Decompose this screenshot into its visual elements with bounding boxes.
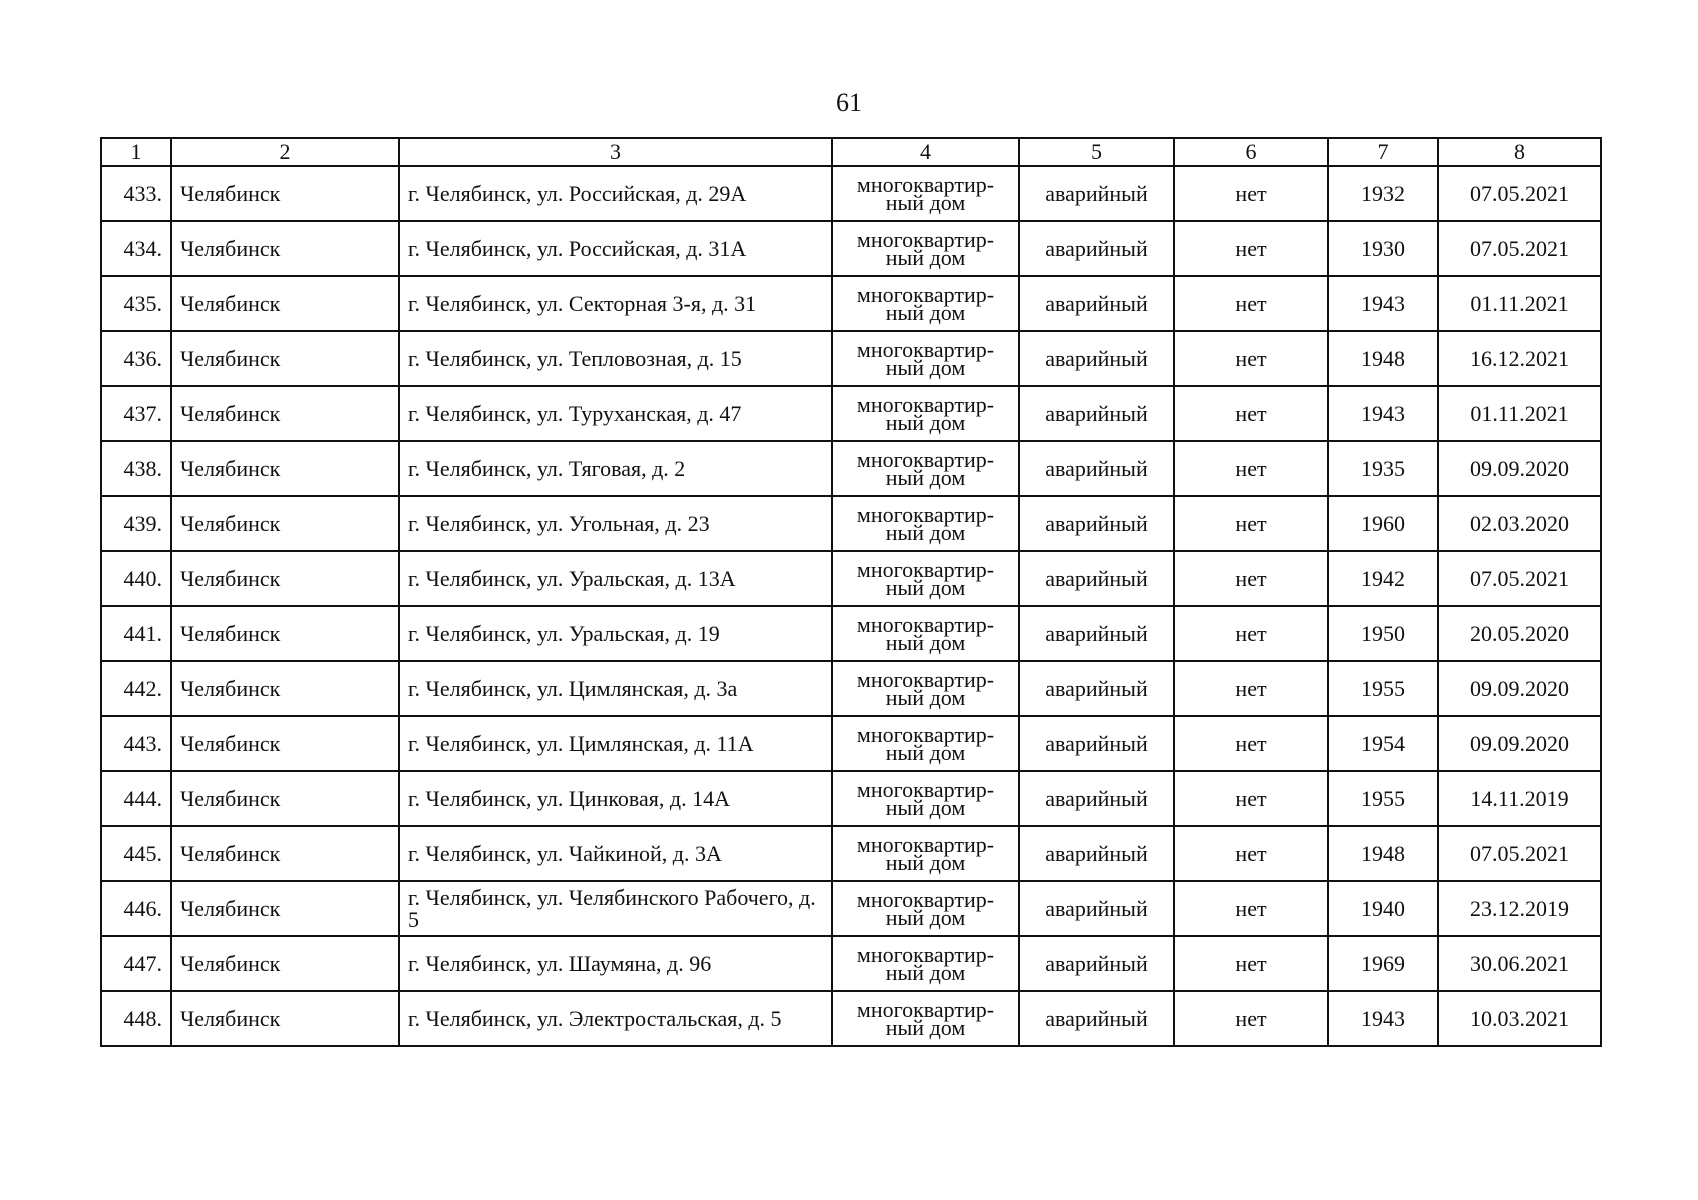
row-number: 441. bbox=[101, 606, 171, 661]
year-cell: 1940 bbox=[1328, 881, 1438, 936]
flag-cell: нет bbox=[1174, 661, 1328, 716]
condition-cell: аварийный bbox=[1019, 826, 1174, 881]
date-cell: 09.09.2020 bbox=[1438, 441, 1601, 496]
row-number: 445. bbox=[101, 826, 171, 881]
year-cell: 1943 bbox=[1328, 276, 1438, 331]
page-number: 61 bbox=[836, 88, 862, 117]
building-type-line: ный дом bbox=[885, 1014, 966, 1040]
address-cell: г. Челябинск, ул. Российская, д. 29А bbox=[399, 166, 832, 221]
table-row bbox=[101, 661, 1601, 716]
table-row bbox=[101, 716, 1601, 771]
column-header: 3 bbox=[399, 138, 832, 166]
building-type-cell bbox=[832, 441, 1019, 496]
date-cell: 14.11.2019 bbox=[1438, 771, 1601, 826]
table-body bbox=[101, 166, 1601, 1046]
building-type-line: многоквартир- bbox=[856, 556, 995, 582]
table-row bbox=[101, 221, 1601, 276]
address-cell: г. Челябинск, ул. Челябинского Рабочего, д. 5 bbox=[399, 881, 832, 936]
address-cell: г. Челябинск, ул. Цимлянская, д. 11А bbox=[399, 716, 832, 771]
building-type-line: ный дом bbox=[885, 299, 966, 325]
row-number: 446. bbox=[101, 881, 171, 936]
condition-cell: аварийный bbox=[1019, 276, 1174, 331]
city-cell: Челябинск bbox=[171, 826, 399, 881]
building-type-cell bbox=[832, 221, 1019, 276]
building-type-line: многоквартир- bbox=[856, 171, 995, 197]
building-type-line: многоквартир- bbox=[856, 501, 995, 527]
condition-cell: аварийный bbox=[1019, 441, 1174, 496]
building-type-line: многоквартир- bbox=[856, 721, 995, 747]
building-type-cell bbox=[832, 606, 1019, 661]
building-type-line: многоквартир- bbox=[856, 996, 995, 1022]
building-type-line: ный дом bbox=[885, 904, 966, 930]
date-cell: 02.03.2020 bbox=[1438, 496, 1601, 551]
building-type-cell bbox=[832, 826, 1019, 881]
building-type-cell bbox=[832, 386, 1019, 441]
date-cell: 20.05.2020 bbox=[1438, 606, 1601, 661]
city-cell: Челябинск bbox=[171, 991, 399, 1046]
condition-cell: аварийный bbox=[1019, 716, 1174, 771]
building-type-cell bbox=[832, 331, 1019, 386]
building-type-line: ный дом bbox=[885, 849, 966, 875]
city-cell: Челябинск bbox=[171, 606, 399, 661]
address-cell: г. Челябинск, ул. Уральская, д. 13А bbox=[399, 551, 832, 606]
city-cell: Челябинск bbox=[171, 331, 399, 386]
condition-cell: аварийный bbox=[1019, 936, 1174, 991]
building-type-line: ный дом bbox=[885, 409, 966, 435]
table-row bbox=[101, 826, 1601, 881]
building-type-line: многоквартир- bbox=[856, 831, 995, 857]
address-cell: г. Челябинск, ул. Угольная, д. 23 bbox=[399, 496, 832, 551]
table-row bbox=[101, 496, 1601, 551]
row-number: 434. bbox=[101, 221, 171, 276]
flag-cell: нет bbox=[1174, 166, 1328, 221]
condition-cell: аварийный bbox=[1019, 606, 1174, 661]
date-cell: 30.06.2021 bbox=[1438, 936, 1601, 991]
address-cell: г. Челябинск, ул. Чайкиной, д. 3А bbox=[399, 826, 832, 881]
date-cell: 07.05.2021 bbox=[1438, 221, 1601, 276]
building-type-line: ный дом bbox=[885, 574, 966, 600]
building-type-cell bbox=[832, 771, 1019, 826]
building-type-line: многоквартир- bbox=[856, 281, 995, 307]
city-cell: Челябинск bbox=[171, 496, 399, 551]
row-number: 448. bbox=[101, 991, 171, 1046]
city-cell: Челябинск bbox=[171, 771, 399, 826]
city-cell: Челябинск bbox=[171, 716, 399, 771]
year-cell: 1932 bbox=[1328, 166, 1438, 221]
year-cell: 1943 bbox=[1328, 386, 1438, 441]
condition-cell: аварийный bbox=[1019, 661, 1174, 716]
column-number-row bbox=[101, 138, 1601, 166]
city-cell: Челябинск bbox=[171, 166, 399, 221]
year-cell: 1955 bbox=[1328, 661, 1438, 716]
year-cell: 1955 bbox=[1328, 771, 1438, 826]
date-cell: 01.11.2021 bbox=[1438, 276, 1601, 331]
column-header: 7 bbox=[1328, 138, 1438, 166]
condition-cell: аварийный bbox=[1019, 221, 1174, 276]
table-row bbox=[101, 551, 1601, 606]
building-type-line: многоквартир- bbox=[856, 886, 995, 912]
building-type-line: многоквартир- bbox=[856, 941, 995, 967]
building-type-line: ный дом bbox=[885, 794, 966, 820]
row-number: 435. bbox=[101, 276, 171, 331]
building-type-line: ный дом bbox=[885, 739, 966, 765]
building-type-line: ный дом bbox=[885, 244, 966, 270]
address-cell: г. Челябинск, ул. Российская, д. 31А bbox=[399, 221, 832, 276]
flag-cell: нет bbox=[1174, 881, 1328, 936]
condition-cell: аварийный bbox=[1019, 496, 1174, 551]
address-cell: г. Челябинск, ул. Электростальская, д. 5 bbox=[399, 991, 832, 1046]
year-cell: 1954 bbox=[1328, 716, 1438, 771]
table-row bbox=[101, 276, 1601, 331]
row-number: 438. bbox=[101, 441, 171, 496]
condition-cell: аварийный bbox=[1019, 991, 1174, 1046]
table-row bbox=[101, 166, 1601, 221]
column-header: 2 bbox=[171, 138, 399, 166]
year-cell: 1943 bbox=[1328, 991, 1438, 1046]
table-header bbox=[101, 138, 1601, 166]
building-type-line: ный дом bbox=[885, 189, 966, 215]
table-row bbox=[101, 771, 1601, 826]
date-cell: 23.12.2019 bbox=[1438, 881, 1601, 936]
building-type-line: многоквартир- bbox=[856, 446, 995, 472]
condition-cell: аварийный bbox=[1019, 881, 1174, 936]
row-number: 444. bbox=[101, 771, 171, 826]
city-cell: Челябинск bbox=[171, 221, 399, 276]
building-type-line: многоквартир- bbox=[856, 391, 995, 417]
building-type-line: многоквартир- bbox=[856, 336, 995, 362]
city-cell: Челябинск bbox=[171, 441, 399, 496]
building-type-line: многоквартир- bbox=[856, 226, 995, 252]
table-row bbox=[101, 386, 1601, 441]
address-cell: г. Челябинск, ул. Уральская, д. 19 bbox=[399, 606, 832, 661]
flag-cell: нет bbox=[1174, 386, 1328, 441]
date-cell: 16.12.2021 bbox=[1438, 331, 1601, 386]
city-cell: Челябинск bbox=[171, 551, 399, 606]
flag-cell: нет bbox=[1174, 441, 1328, 496]
row-number: 433. bbox=[101, 166, 171, 221]
city-cell: Челябинск bbox=[171, 386, 399, 441]
building-type-cell bbox=[832, 716, 1019, 771]
building-type-line: ный дом bbox=[885, 354, 966, 380]
column-header: 8 bbox=[1438, 138, 1601, 166]
flag-cell: нет bbox=[1174, 276, 1328, 331]
building-type-line: многоквартир- bbox=[856, 611, 995, 637]
flag-cell: нет bbox=[1174, 991, 1328, 1046]
flag-cell: нет bbox=[1174, 551, 1328, 606]
row-number: 439. bbox=[101, 496, 171, 551]
table-row bbox=[101, 606, 1601, 661]
column-header: 4 bbox=[832, 138, 1019, 166]
building-type-cell bbox=[832, 881, 1019, 936]
building-type-cell bbox=[832, 551, 1019, 606]
address-cell: г. Челябинск, ул. Тепловозная, д. 15 bbox=[399, 331, 832, 386]
date-cell: 01.11.2021 bbox=[1438, 386, 1601, 441]
flag-cell: нет bbox=[1174, 936, 1328, 991]
building-type-line: ный дом bbox=[885, 464, 966, 490]
year-cell: 1948 bbox=[1328, 826, 1438, 881]
date-cell: 07.05.2021 bbox=[1438, 166, 1601, 221]
address-cell: г. Челябинск, ул. Шаумяна, д. 96 bbox=[399, 936, 832, 991]
condition-cell: аварийный bbox=[1019, 386, 1174, 441]
building-type-line: ный дом bbox=[885, 959, 966, 985]
building-type-cell bbox=[832, 991, 1019, 1046]
building-type-cell bbox=[832, 496, 1019, 551]
row-number: 443. bbox=[101, 716, 171, 771]
date-cell: 10.03.2021 bbox=[1438, 991, 1601, 1046]
flag-cell: нет bbox=[1174, 606, 1328, 661]
table-row bbox=[101, 441, 1601, 496]
row-number: 447. bbox=[101, 936, 171, 991]
city-cell: Челябинск bbox=[171, 936, 399, 991]
row-number: 440. bbox=[101, 551, 171, 606]
city-cell: Челябинск bbox=[171, 276, 399, 331]
address-cell: г. Челябинск, ул. Цимлянская, д. 3а bbox=[399, 661, 832, 716]
building-type-cell bbox=[832, 936, 1019, 991]
column-header: 6 bbox=[1174, 138, 1328, 166]
table-row bbox=[101, 936, 1601, 991]
building-type-line: ный дом bbox=[885, 629, 966, 655]
address-cell: г. Челябинск, ул. Туруханская, д. 47 bbox=[399, 386, 832, 441]
year-cell: 1969 bbox=[1328, 936, 1438, 991]
date-cell: 07.05.2021 bbox=[1438, 826, 1601, 881]
building-type-line: ный дом bbox=[885, 684, 966, 710]
building-type-cell bbox=[832, 661, 1019, 716]
address-cell: г. Челябинск, ул. Секторная 3-я, д. 31 bbox=[399, 276, 832, 331]
row-number: 437. bbox=[101, 386, 171, 441]
city-cell: Челябинск bbox=[171, 881, 399, 936]
flag-cell: нет bbox=[1174, 716, 1328, 771]
condition-cell: аварийный bbox=[1019, 551, 1174, 606]
flag-cell: нет bbox=[1174, 496, 1328, 551]
year-cell: 1948 bbox=[1328, 331, 1438, 386]
flag-cell: нет bbox=[1174, 826, 1328, 881]
condition-cell: аварийный bbox=[1019, 771, 1174, 826]
address-cell: г. Челябинск, ул. Цинковая, д. 14А bbox=[399, 771, 832, 826]
table-row bbox=[101, 331, 1601, 386]
column-header: 1 bbox=[101, 138, 171, 166]
flag-cell: нет bbox=[1174, 331, 1328, 386]
year-cell: 1960 bbox=[1328, 496, 1438, 551]
city-cell: Челябинск bbox=[171, 661, 399, 716]
housing-registry-table bbox=[100, 137, 1602, 1047]
row-number: 436. bbox=[101, 331, 171, 386]
building-type-line: многоквартир- bbox=[856, 776, 995, 802]
flag-cell: нет bbox=[1174, 221, 1328, 276]
table-row bbox=[101, 991, 1601, 1046]
building-type-cell bbox=[832, 276, 1019, 331]
date-cell: 07.05.2021 bbox=[1438, 551, 1601, 606]
year-cell: 1930 bbox=[1328, 221, 1438, 276]
building-type-cell bbox=[832, 166, 1019, 221]
condition-cell: аварийный bbox=[1019, 166, 1174, 221]
building-type-line: многоквартир- bbox=[856, 666, 995, 692]
address-cell: г. Челябинск, ул. Тяговая, д. 2 bbox=[399, 441, 832, 496]
date-cell: 09.09.2020 bbox=[1438, 716, 1601, 771]
row-number: 442. bbox=[101, 661, 171, 716]
building-type-line: ный дом bbox=[885, 519, 966, 545]
date-cell: 09.09.2020 bbox=[1438, 661, 1601, 716]
table-row bbox=[101, 881, 1601, 936]
column-header: 5 bbox=[1019, 138, 1174, 166]
year-cell: 1950 bbox=[1328, 606, 1438, 661]
flag-cell: нет bbox=[1174, 771, 1328, 826]
year-cell: 1942 bbox=[1328, 551, 1438, 606]
condition-cell: аварийный bbox=[1019, 331, 1174, 386]
year-cell: 1935 bbox=[1328, 441, 1438, 496]
